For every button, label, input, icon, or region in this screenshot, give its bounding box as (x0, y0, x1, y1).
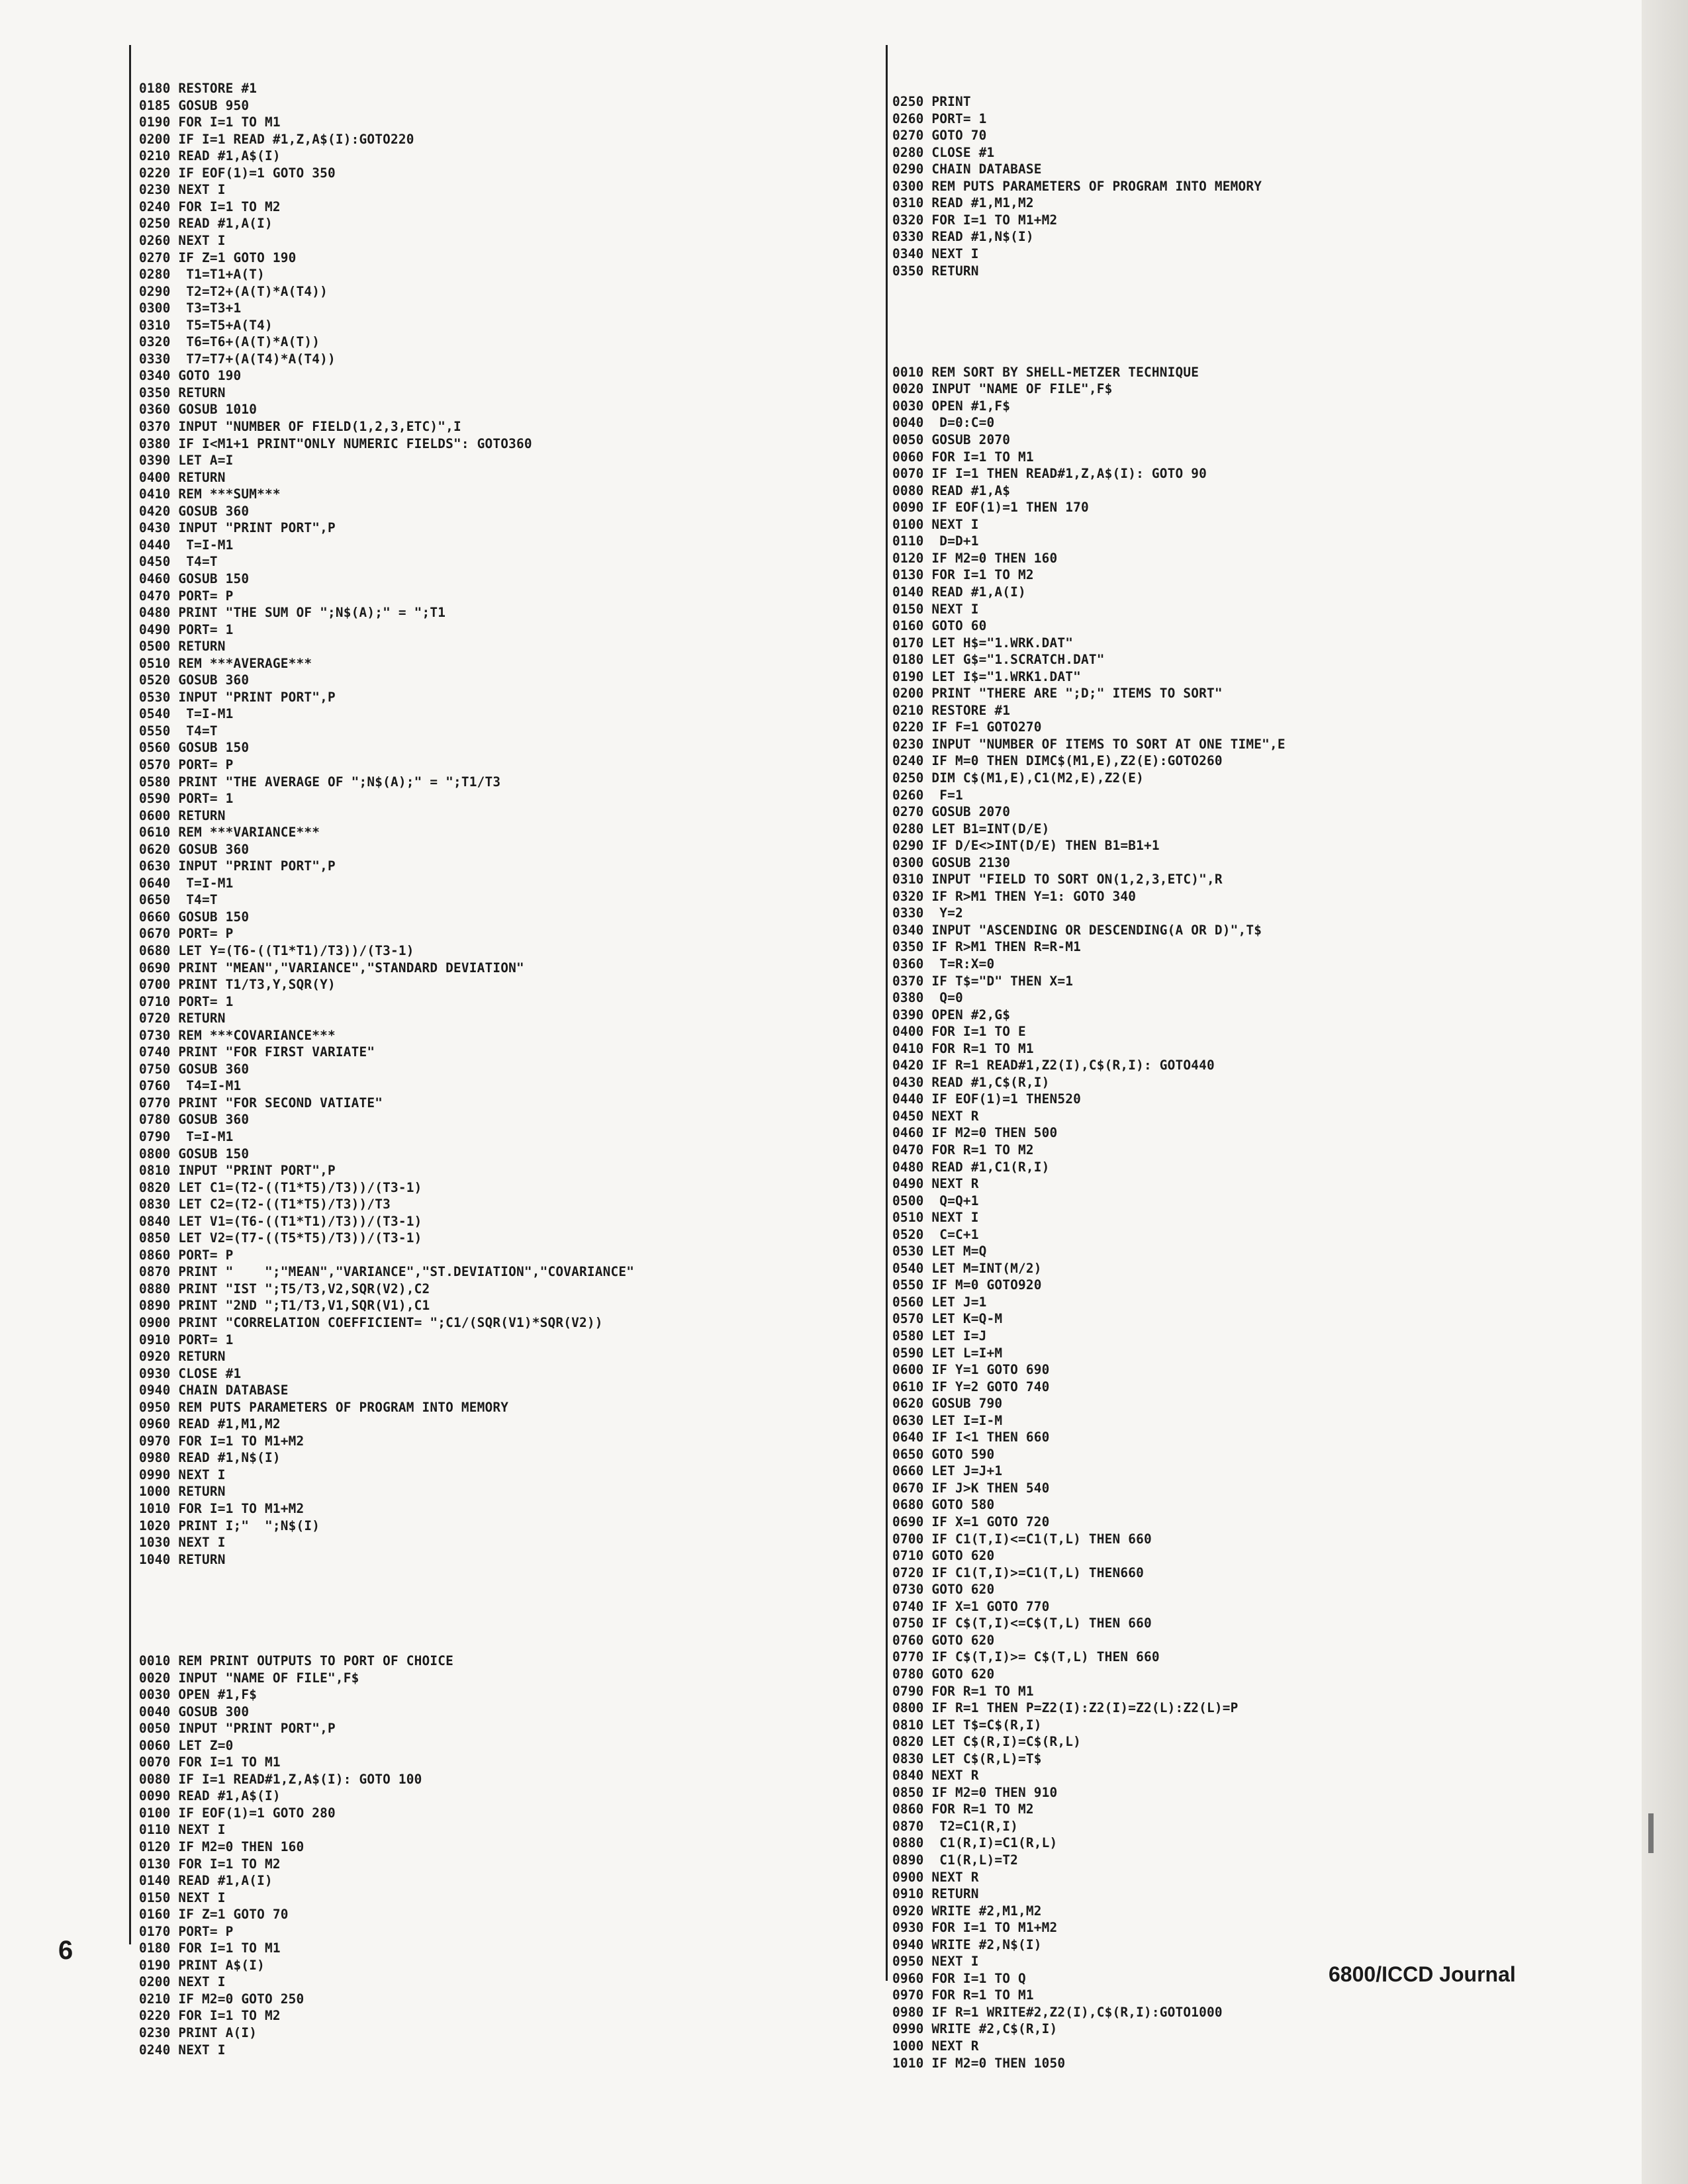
code-line: 0960 FOR I=1 TO Q (892, 1970, 1026, 1986)
code-line: 0190 LET I$="1.WRK1.DAT" (892, 668, 1081, 684)
code-line: 0340 INPUT "ASCENDING OR DESCENDING(A OR D)",T$ (892, 922, 1262, 938)
code-line: 0010 REM SORT BY SHELL-METZER TECHNIQUE (892, 364, 1199, 380)
code-line: 0610 REM ***VARIANCE*** (139, 825, 320, 841)
code-line: 0510 REM ***AVERAGE*** (139, 655, 312, 671)
code-line: 0590 LET L=I+M (892, 1345, 1003, 1361)
code-listing-block (892, 93, 1286, 279)
code-line: 0300 GOSUB 2130 (892, 854, 1011, 870)
code-line: 1000 RETURN (139, 1484, 226, 1500)
code-line: 0160 IF Z=1 GOTO 70 (139, 1907, 289, 1923)
code-line: 0210 IF M2=0 GOTO 250 (139, 1991, 305, 2007)
code-line: 0210 READ #1,A$(I) (139, 148, 281, 164)
code-line: 0840 LET V1=(T6-((T1*T1)/T3))/(T3-1) (139, 1213, 422, 1229)
code-line: 0880 C1(R,I)=C1(R,L) (892, 1835, 1058, 1851)
code-line: 0180 RESTORE #1 (139, 81, 258, 97)
code-line: 0790 FOR R=1 TO M1 (892, 1683, 1034, 1699)
code-line: 0720 RETURN (139, 1011, 226, 1026)
code-line: 0690 IF X=1 GOTO 720 (892, 1514, 1050, 1530)
code-line: 0270 IF Z=1 GOTO 190 (139, 250, 297, 265)
code-line: 0700 IF C1(T,I)<=C1(T,L) THEN 660 (892, 1531, 1152, 1547)
code-line: 1040 RETURN (139, 1551, 226, 1567)
code-line: 0330 T7=T7+(A(T4)*A(T4)) (139, 351, 336, 367)
code-line: 0100 NEXT I (892, 516, 979, 532)
code-line: 0600 IF Y=1 GOTO 690 (892, 1362, 1050, 1378)
code-line: 0400 RETURN (139, 469, 226, 485)
code-line: 0230 NEXT I (139, 182, 226, 198)
code-line: 0550 IF M=0 GOTO920 (892, 1277, 1042, 1293)
code-line: 0680 LET Y=(T6-((T1*T1)/T3))/(T3-1) (139, 942, 414, 958)
code-line: 0080 READ #1,A$ (892, 482, 1011, 498)
code-line: 0590 PORT= 1 (139, 791, 234, 807)
code-line: 0380 Q=0 (892, 990, 963, 1006)
code-line: 0660 LET J=J+1 (892, 1463, 1003, 1479)
code-line: 0300 REM PUTS PARAMETERS OF PROGRAM INTO MEMORY (892, 178, 1262, 194)
code-line: 0980 IF R=1 WRITE#2,Z2(I),C$(R,I):GOTO1000 (892, 2004, 1223, 2020)
code-line: 0810 LET T$=C$(R,I) (892, 1717, 1042, 1733)
code-listing-block (139, 80, 634, 1568)
code-line: 0870 PRINT " ";"MEAN","VARIANCE","ST.DEVIATION","COVARIANCE" (139, 1264, 635, 1280)
code-line: 0970 FOR I=1 TO M1+M2 (139, 1433, 305, 1449)
right-code-column (892, 60, 1286, 2089)
code-line: 0520 GOSUB 360 (139, 672, 250, 688)
code-line: 0110 NEXT I (139, 1822, 226, 1838)
code-line: 0950 REM PUTS PARAMETERS OF PROGRAM INTO MEMORY (139, 1399, 509, 1415)
code-line: 0670 PORT= P (139, 926, 234, 942)
code-line: 0185 GOSUB 950 (139, 97, 250, 113)
code-line: 0370 INPUT "NUMBER OF FIELD(1,2,3,ETC)",I (139, 419, 461, 435)
code-line: 0570 PORT= P (139, 756, 234, 772)
code-line: 0690 PRINT "MEAN","VARIANCE","STANDARD DEVIATION" (139, 960, 524, 976)
code-line: 0220 IF F=1 GOTO270 (892, 719, 1042, 735)
code-line: 0500 RETURN (139, 639, 226, 655)
code-line: 0390 LET A=I (139, 453, 234, 469)
code-line: 0850 IF M2=0 THEN 910 (892, 1784, 1058, 1800)
code-line: 0520 C=C+1 (892, 1226, 979, 1242)
code-line: 0180 FOR I=1 TO M1 (139, 1940, 281, 1956)
code-line: 0860 PORT= P (139, 1247, 234, 1263)
code-line: 0630 LET I=I-M (892, 1412, 1003, 1428)
journal-name: 6800/ICCD Journal (1329, 1962, 1516, 1986)
code-line: 0350 RETURN (892, 263, 979, 279)
code-line: 0090 IF EOF(1)=1 THEN 170 (892, 500, 1089, 516)
code-line: 0190 PRINT A$(I) (139, 1957, 265, 1973)
code-line: 0220 FOR I=1 TO M2 (139, 2008, 281, 2024)
code-line: 0080 IF I=1 READ#1,Z,A$(I): GOTO 100 (139, 1771, 422, 1787)
code-line: 0760 GOTO 620 (892, 1632, 995, 1648)
code-line: 0420 IF R=1 READ#1,Z2(I),C$(R,I): GOTO440 (892, 1058, 1215, 1073)
code-line: 0100 IF EOF(1)=1 GOTO 280 (139, 1805, 336, 1821)
code-line: 0330 READ #1,N$(I) (892, 229, 1034, 245)
code-line: 0890 PRINT "2ND ";T1/T3,V1,SQR(V1),C1 (139, 1298, 430, 1314)
code-line: 0470 PORT= P (139, 588, 234, 604)
edge-mark (1648, 1813, 1654, 1853)
code-line: 0860 FOR R=1 TO M2 (892, 1801, 1034, 1817)
code-line: 0280 LET B1=INT(D/E) (892, 821, 1050, 837)
code-line: 0360 GOSUB 1010 (139, 402, 258, 418)
code-line: 0040 D=0:C=0 (892, 415, 995, 431)
code-line: 0240 NEXT I (139, 2042, 226, 2058)
code-line: 0200 NEXT I (139, 1974, 226, 1990)
code-line: 0250 READ #1,A(I) (139, 216, 273, 232)
code-line: 0920 RETURN (139, 1349, 226, 1365)
code-line: 0120 IF M2=0 THEN 160 (892, 550, 1058, 566)
code-line: 0500 Q=Q+1 (892, 1193, 979, 1208)
code-line: 0900 PRINT "CORRELATION COEFFICIENT= ";C1/(SQR(V1)*SQR(V2)) (139, 1315, 603, 1331)
code-line: 0030 OPEN #1,F$ (139, 1687, 258, 1703)
code-line: 0560 GOSUB 150 (139, 740, 250, 756)
code-line: 0850 LET V2=(T7-((T5*T5)/T3))/(T3-1) (139, 1230, 422, 1246)
left-code-column (139, 46, 634, 2075)
code-line: 0810 INPUT "PRINT PORT",P (139, 1163, 336, 1179)
code-line: 0750 IF C$(T,I)<=C$(T,L) THEN 660 (892, 1615, 1152, 1631)
code-line: 0920 WRITE #2,M1,M2 (892, 1903, 1042, 1919)
code-line: 0770 IF C$(T,I)>= C$(T,L) THEN 660 (892, 1649, 1160, 1665)
code-line: 0720 IF C1(T,I)>=C1(T,L) THEN660 (892, 1565, 1144, 1580)
code-line: 1030 NEXT I (139, 1535, 226, 1551)
code-line: 0800 IF R=1 THEN P=Z2(I):Z2(I)=Z2(L):Z2(L)=P (892, 1700, 1239, 1716)
code-line: 0210 RESTORE #1 (892, 702, 1011, 718)
code-line: 0530 INPUT "PRINT PORT",P (139, 689, 336, 705)
code-line: 0930 CLOSE #1 (139, 1365, 242, 1381)
code-line: 0540 T=I-M1 (139, 706, 234, 722)
code-line: 0120 IF M2=0 THEN 160 (139, 1839, 305, 1854)
code-line: 1000 NEXT R (892, 2038, 979, 2054)
code-line: 0940 WRITE #2,N$(I) (892, 1936, 1042, 1952)
code-line: 0820 LET C$(R,I)=C$(R,L) (892, 1734, 1081, 1750)
code-line: 0180 LET G$="1.SCRATCH.DAT" (892, 652, 1105, 668)
code-line: 0350 RETURN (139, 385, 226, 400)
code-line: 0400 FOR I=1 TO E (892, 1024, 1026, 1040)
code-line: 0040 GOSUB 300 (139, 1704, 250, 1719)
code-line: 0370 IF T$="D" THEN X=1 (892, 973, 1074, 989)
code-line: 0530 LET M=Q (892, 1244, 987, 1259)
code-line: 0540 LET M=INT(M/2) (892, 1260, 1042, 1276)
code-line: 0890 C1(R,L)=T2 (892, 1852, 1018, 1868)
code-line: 0170 PORT= P (139, 1923, 234, 1939)
code-line: 0390 OPEN #2,G$ (892, 1007, 1011, 1023)
code-line: 0160 GOTO 60 (892, 618, 987, 634)
code-line: 0650 T4=T (139, 892, 218, 908)
code-line: 0450 T4=T (139, 554, 218, 570)
code-line: 0270 GOTO 70 (892, 128, 987, 144)
code-line: 0510 NEXT I (892, 1210, 979, 1226)
code-line: 0680 GOTO 580 (892, 1497, 995, 1513)
code-line: 0970 FOR R=1 TO M1 (892, 1987, 1034, 2003)
code-line: 0490 PORT= 1 (139, 621, 234, 637)
code-line: 0450 NEXT R (892, 1108, 979, 1124)
code-line: 0570 LET K=Q-M (892, 1311, 1003, 1327)
code-line: 0700 PRINT T1/T3,Y,SQR(Y) (139, 977, 336, 993)
code-line: 0710 GOTO 620 (892, 1548, 995, 1564)
code-line: 0430 READ #1,C$(R,I) (892, 1074, 1050, 1090)
code-line: 0240 FOR I=1 TO M2 (139, 199, 281, 214)
code-line: 0940 CHAIN DATABASE (139, 1383, 289, 1398)
code-line: 0070 IF I=1 THEN READ#1,Z,A$(I): GOTO 90 (892, 466, 1207, 482)
code-line: 0360 T=R:X=0 (892, 956, 995, 972)
code-line: 0580 LET I=J (892, 1328, 987, 1344)
code-line: 0780 GOSUB 360 (139, 1112, 250, 1128)
code-line: 0140 READ #1,A(I) (892, 584, 1026, 600)
code-line: 0750 GOSUB 360 (139, 1061, 250, 1077)
code-line: 0790 T=I-M1 (139, 1129, 234, 1144)
code-line: 0320 T6=T6+(A(T)*A(T)) (139, 334, 320, 350)
code-line: 0760 T4=I-M1 (139, 1078, 242, 1094)
code-line: 0420 GOSUB 360 (139, 503, 250, 519)
code-line: 0480 PRINT "THE SUM OF ";N$(A);" = ";T1 (139, 605, 446, 621)
code-line: 0770 PRINT "FOR SECOND VATIATE" (139, 1095, 383, 1111)
code-line: 0640 IF I<1 THEN 660 (892, 1430, 1050, 1445)
code-line: 0580 PRINT "THE AVERAGE OF ";N$(A);" = ";T1/T3 (139, 774, 501, 790)
code-line: 0950 NEXT I (892, 1954, 979, 1970)
code-line: 0310 T5=T5+A(T4) (139, 317, 273, 333)
code-line: 0440 T=I-M1 (139, 537, 234, 553)
code-line: 0300 T3=T3+1 (139, 300, 242, 316)
code-line: 0740 IF X=1 GOTO 770 (892, 1598, 1050, 1614)
code-line: 0910 PORT= 1 (139, 1332, 234, 1347)
code-line: 0020 INPUT "NAME OF FILE",F$ (892, 381, 1113, 397)
code-line: 0710 PORT= 1 (139, 993, 234, 1009)
right-column-rule (886, 45, 888, 1981)
code-line: 1010 IF M2=0 THEN 1050 (892, 2055, 1066, 2071)
code-line: 0780 GOTO 620 (892, 1666, 995, 1682)
code-line: 0270 GOSUB 2070 (892, 804, 1011, 820)
code-line: 0830 LET C2=(T2-((T1*T5)/T3))/T3 (139, 1197, 391, 1212)
code-line: 0290 T2=T2+(A(T)*A(T4)) (139, 283, 328, 299)
code-line: 0460 IF M2=0 THEN 500 (892, 1125, 1058, 1141)
code-line: 0550 T4=T (139, 723, 218, 739)
code-line: 0490 NEXT R (892, 1176, 979, 1192)
code-line: 0150 NEXT I (139, 1889, 226, 1905)
code-line: 0870 T2=C1(R,I) (892, 1818, 1018, 1834)
code-line: 0380 IF I<M1+1 PRINT"ONLY NUMERIC FIELDS": GOTO360 (139, 435, 532, 451)
code-line: 0220 IF EOF(1)=1 GOTO 350 (139, 165, 336, 181)
code-line: 0320 FOR I=1 TO M1+M2 (892, 212, 1058, 228)
code-line: 0410 REM ***SUM*** (139, 486, 281, 502)
code-line: 0020 INPUT "NAME OF FILE",F$ (139, 1670, 359, 1686)
code-line: 0620 GOSUB 790 (892, 1396, 1003, 1412)
code-line: 0740 PRINT "FOR FIRST VARIATE" (139, 1044, 375, 1060)
code-line: 0260 F=1 (892, 787, 963, 803)
code-line: 0730 GOTO 620 (892, 1582, 995, 1598)
code-line: 0820 LET C1=(T2-((T1*T5)/T3))/(T3-1) (139, 1179, 422, 1195)
code-line: 0290 IF D/E<>INT(D/E) THEN B1=B1+1 (892, 838, 1160, 854)
code-line: 0060 LET Z=0 (139, 1737, 234, 1753)
code-line: 0910 RETURN (892, 1886, 979, 1902)
code-line: 0670 IF J>K THEN 540 (892, 1480, 1050, 1496)
code-line: 0200 IF I=1 READ #1,Z,A$(I):GOTO220 (139, 131, 414, 147)
code-line: 0060 FOR I=1 TO M1 (892, 449, 1034, 465)
code-line: 0730 REM ***COVARIANCE*** (139, 1027, 336, 1043)
code-line: 0340 GOTO 190 (139, 368, 242, 384)
code-line: 0930 FOR I=1 TO M1+M2 (892, 1920, 1058, 1936)
code-line: 0250 DIM C$(M1,E),C1(M2,E),Z2(E) (892, 770, 1144, 786)
code-line: 0280 CLOSE #1 (892, 144, 995, 160)
page-number: 6 (58, 1936, 73, 1965)
code-line: 0340 NEXT I (892, 246, 979, 262)
code-line: 0320 IF R>M1 THEN Y=1: GOTO 340 (892, 888, 1137, 904)
code-line: 0610 IF Y=2 GOTO 740 (892, 1379, 1050, 1394)
code-line: 0230 PRINT A(I) (139, 2025, 258, 2040)
code-line: 0070 FOR I=1 TO M1 (139, 1754, 281, 1770)
code-line: 0110 D=D+1 (892, 533, 979, 549)
code-line: 0560 LET J=1 (892, 1294, 987, 1310)
code-line: 0050 GOSUB 2070 (892, 432, 1011, 448)
code-line: 0330 Y=2 (892, 905, 963, 921)
code-line: 0460 GOSUB 150 (139, 570, 250, 586)
code-line: 0290 CHAIN DATABASE (892, 161, 1042, 177)
code-line: 0240 IF M=0 THEN DIMC$(M1,E),Z2(E):GOTO260 (892, 753, 1223, 769)
code-line: 0800 GOSUB 150 (139, 1146, 250, 1161)
code-line: 0990 WRITE #2,C$(R,I) (892, 2021, 1058, 2037)
code-line: 0470 FOR R=1 TO M2 (892, 1142, 1034, 1158)
left-column-rule (129, 45, 131, 1944)
code-line: 0990 NEXT I (139, 1467, 226, 1482)
code-line: 0310 READ #1,M1,M2 (892, 195, 1034, 211)
code-line: 0150 NEXT I (892, 601, 979, 617)
code-line: 0140 READ #1,A(I) (139, 1873, 273, 1889)
code-line: 0630 INPUT "PRINT PORT",P (139, 858, 336, 874)
code-line: 0280 T1=T1+A(T) (139, 267, 265, 283)
code-line: 0640 T=I-M1 (139, 875, 234, 891)
code-line: 0900 NEXT R (892, 1869, 979, 1885)
code-line: 0030 OPEN #1,F$ (892, 398, 1011, 414)
code-line: 0250 PRINT (892, 94, 971, 110)
code-line: 0430 INPUT "PRINT PORT",P (139, 520, 336, 536)
code-line: 0480 READ #1,C1(R,I) (892, 1159, 1050, 1175)
code-line: 0310 INPUT "FIELD TO SORT ON(1,2,3,ETC)",R (892, 872, 1223, 887)
code-line: 0980 READ #1,N$(I) (139, 1450, 281, 1466)
code-line: 0660 GOSUB 150 (139, 909, 250, 925)
code-line: 0620 GOSUB 360 (139, 841, 250, 857)
code-line: 0960 READ #1,M1,M2 (139, 1416, 281, 1432)
code-line: 1010 FOR I=1 TO M1+M2 (139, 1501, 305, 1517)
code-line: 0650 GOTO 590 (892, 1446, 995, 1462)
page-edge-shadow (1642, 0, 1688, 2184)
code-line: 1020 PRINT I;" ";N$(I) (139, 1518, 320, 1533)
code-line: 0600 RETURN (139, 807, 226, 823)
code-line: 0130 FOR I=1 TO M2 (892, 567, 1034, 583)
code-line: 0260 PORT= 1 (892, 111, 987, 126)
code-line: 0880 PRINT "IST ";T5/T3,V2,SQR(V2),C2 (139, 1281, 430, 1297)
code-line: 0050 INPUT "PRINT PORT",P (139, 1721, 336, 1737)
code-line: 0200 PRINT "THERE ARE ";D;" ITEMS TO SORT" (892, 686, 1223, 702)
code-line: 0410 FOR R=1 TO M1 (892, 1040, 1034, 1056)
code-line: 0230 INPUT "NUMBER OF ITEMS TO SORT AT ONE TIME",E (892, 736, 1286, 752)
code-listing-block (139, 1653, 634, 2058)
code-listing-block (892, 364, 1286, 2071)
code-line: 0350 IF R>M1 THEN R=R-M1 (892, 939, 1081, 955)
code-line: 0010 REM PRINT OUTPUTS TO PORT OF CHOICE (139, 1653, 453, 1668)
code-line: 0260 NEXT I (139, 233, 226, 249)
code-line: 0840 NEXT R (892, 1768, 979, 1784)
code-line: 0440 IF EOF(1)=1 THEN520 (892, 1091, 1081, 1107)
code-line: 0190 FOR I=1 TO M1 (139, 114, 281, 130)
code-line: 0130 FOR I=1 TO M2 (139, 1856, 281, 1872)
code-line: 0090 READ #1,A$(I) (139, 1788, 281, 1804)
code-line: 0170 LET H$="1.WRK.DAT" (892, 635, 1074, 651)
code-line: 0830 LET C$(R,L)=T$ (892, 1751, 1042, 1766)
